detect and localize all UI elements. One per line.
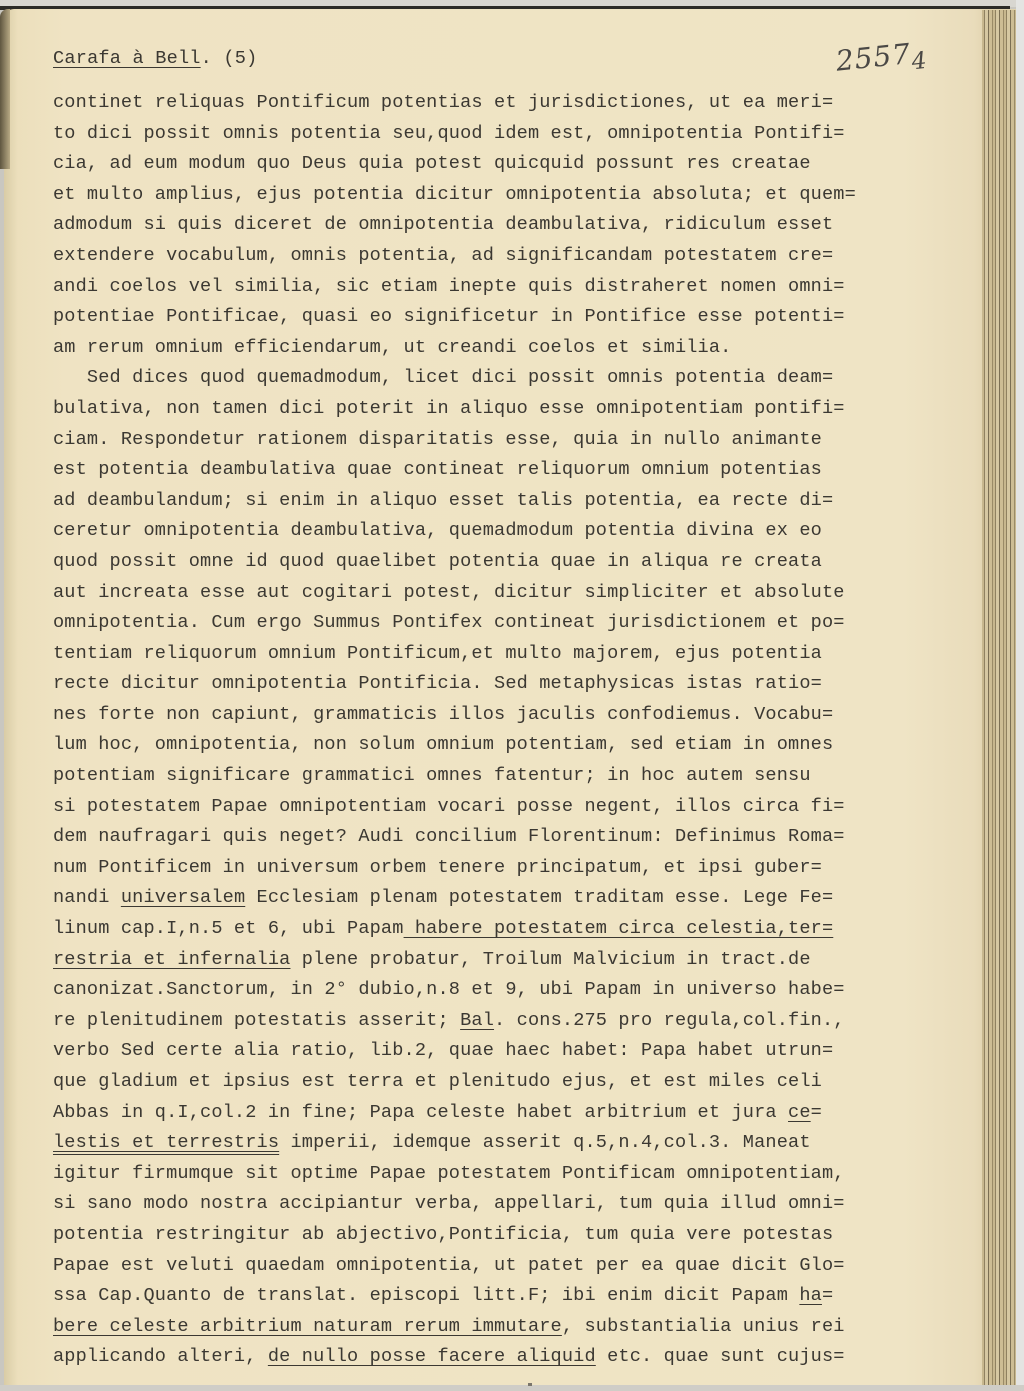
text-line <box>53 363 973 394</box>
text-segment: plene probatur, Troilum Malvicium in tract.de <box>290 948 811 970</box>
text-segment: etc. quae sunt cujus= <box>595 1346 845 1368</box>
text-line <box>53 669 973 700</box>
text-line <box>53 1281 973 1312</box>
text-segment: potentiam significare grammatici omnes fatentur; in hoc autem sensu <box>53 765 811 787</box>
text-line <box>53 1220 973 1251</box>
text-segment: = <box>810 1101 822 1123</box>
text-line <box>53 883 973 914</box>
underlined-text: de nullo posse facere aliquid <box>267 1346 596 1368</box>
text-segment: andi coelos vel similia, sic etiam inepte quis distraheret nomen omni= <box>53 275 845 297</box>
text-segment: bulativa, non tamen dici poterit in aliquo esse omnipotentiam pontifi= <box>53 397 845 419</box>
scan-bottom-border <box>0 1385 1024 1391</box>
text-line <box>53 394 973 425</box>
text-segment: ceretur omnipotentia deambulativa, quemadmodum potentia divina ex eo <box>53 520 822 542</box>
text-segment: admodum si quis diceret de omnipotentia deambulativa, ridiculum esset <box>53 214 834 236</box>
text-segment: ciam. Respondetur rationem disparitatis esse, quia in nullo animante <box>53 428 822 450</box>
document-body <box>53 88 973 1373</box>
text-line <box>53 1342 973 1373</box>
handwritten-number: 2557 <box>834 37 913 78</box>
text-segment: , substantialia unius rei <box>561 1315 845 1337</box>
text-segment: nandi <box>53 887 121 909</box>
text-line <box>53 975 973 1006</box>
text-line <box>53 547 973 578</box>
text-line <box>53 853 973 884</box>
text-segment: nes forte non capiunt, grammaticis illos jaculis confodiemus. Vocabu= <box>53 703 834 725</box>
text-line <box>53 914 973 945</box>
text-segment: est potentia deambulativa quae contineat reliquorum omnium potentias <box>53 459 822 481</box>
text-segment: ad deambulandum; si enim in aliquo esset talis potentia, ea recte di= <box>53 489 834 511</box>
text-segment: Sed dices quod quemadmodum, licet dici possit omnis potentia deam= <box>53 367 834 389</box>
underlined-text: ha <box>799 1285 822 1307</box>
text-line <box>53 272 973 303</box>
text-line <box>53 1189 973 1220</box>
text-segment: Abbas in q.I,col.2 in fine; Papa celeste habet arbitrium et jura <box>53 1101 789 1123</box>
text-line <box>53 1067 973 1098</box>
underlined-text: bere celeste arbitrium naturam rerum immutare <box>53 1315 562 1337</box>
text-line <box>53 1312 973 1343</box>
text-segment: Ecclesiam plenam potestatem traditam esse. Lege Fe= <box>245 887 834 909</box>
text-segment: linum cap.I,n.5 et 6, ubi Papam <box>53 918 404 940</box>
text-segment: quod possit omne id quod quaelibet potentia quae in aliqua re creata <box>53 550 822 572</box>
text-line <box>53 1006 973 1037</box>
text-line <box>53 1098 973 1129</box>
text-line <box>53 486 973 517</box>
text-line <box>53 149 973 180</box>
text-segment: et multo amplius, ejus potentia dicitur omnipotentia absoluta; et quem= <box>53 183 856 205</box>
text-line <box>53 1251 973 1282</box>
text-line <box>53 88 973 119</box>
text-line <box>53 1036 973 1067</box>
text-segment: si potestatem Papae omnipotentiam vocari posse negent, illos circa fi= <box>53 795 845 817</box>
text-segment: lum hoc, omnipotentia, non solum omnium potentiam, sed etiam in omnes <box>53 734 834 756</box>
header-title: Carafa à Bell <box>53 48 201 69</box>
text-segment: tentiam reliquorum omnium Pontificum,et multo majorem, ejus potentia <box>53 642 822 664</box>
header-page-number: . (5) <box>200 48 258 69</box>
text-line <box>53 945 973 976</box>
text-segment: re plenitudinem potestatis asserit; <box>53 1009 461 1031</box>
text-segment: si sano modo nostra accipiantur verba, appellari, tum quia illud omni= <box>53 1193 845 1215</box>
text-segment: canonizat.Sanctorum, in 2° dubio,n.8 et 9, ubi Papam in universo habe= <box>53 979 845 1001</box>
text-segment: potentiae Pontificae, quasi eo significetur in Pontifice esse potenti= <box>53 306 845 328</box>
underlined-text: Bal <box>460 1009 495 1031</box>
text-line <box>53 180 973 211</box>
underlined-text: habere potestatem circa celestia,ter= <box>403 918 834 940</box>
text-line <box>53 455 973 486</box>
text-line <box>53 516 973 547</box>
text-line <box>53 639 973 670</box>
text-line <box>53 425 973 456</box>
text-line <box>53 333 973 364</box>
text-line <box>53 792 973 823</box>
text-line <box>53 578 973 609</box>
text-line <box>53 700 973 731</box>
text-line <box>53 302 973 333</box>
book-page-edges <box>982 10 1018 1386</box>
text-line <box>53 608 973 639</box>
text-segment: omnipotentia. Cum ergo Summus Pontifex contineat jurisdictionem et po= <box>53 612 845 634</box>
text-segment: to dici possit omnis potentia seu,quod idem est, omnipotentia Pontifi= <box>53 122 845 144</box>
text-segment: num Pontificem in universum orbem tenere principatum, et ipsi guber= <box>53 856 822 878</box>
text-line <box>53 119 973 150</box>
underlined-text: ce <box>788 1101 811 1123</box>
page-header <box>53 48 257 69</box>
double-underlined-text: lestis et terrestris <box>53 1132 280 1154</box>
text-line <box>53 1159 973 1190</box>
underlined-text: restria et infernalia <box>53 948 291 970</box>
text-line <box>53 241 973 272</box>
handwritten-suffix: 4 <box>910 45 929 76</box>
text-segment: ssa Cap.Quanto de translat. episcopi litt.F; ibi enim dicit Papam <box>53 1285 800 1307</box>
text-segment: am rerum omnium efficiendarum, ut creandi coelos et similia. <box>53 336 732 358</box>
text-line <box>53 822 973 853</box>
text-segment: . cons.275 pro regula,col.fin., <box>494 1009 845 1031</box>
text-line <box>53 730 973 761</box>
text-segment: cia, ad eum modum quo Deus quia potest quicquid possunt res creatae <box>53 153 811 175</box>
text-segment: applicando alteri, <box>53 1346 268 1368</box>
text-line <box>53 761 973 792</box>
page-corner-shadow <box>0 9 10 169</box>
text-segment: igitur firmumque sit optime Papae potestatem Pontificam omnipotentiam, <box>53 1162 845 1184</box>
text-segment: imperii, idemque asserit q.5,n.4,col.3. Maneat <box>279 1132 811 1154</box>
text-segment: dem naufragari quis neget? Audi concilium Florentinum: Definimus Roma= <box>53 826 845 848</box>
text-segment: aut increata esse aut cogitari potest, dicitur simpliciter et absolute <box>53 581 845 603</box>
underlined-text: universalem <box>120 887 246 909</box>
text-segment: = <box>821 1285 834 1307</box>
text-segment: recte dicitur omnipotentia Pontificia. Sed metaphysicas istas ratio= <box>53 673 822 695</box>
scan-right-border <box>1016 0 1024 1391</box>
text-segment: extendere vocabulum, omnis potentia, ad significandam potestatem cre= <box>53 244 834 266</box>
text-segment: Papae est veluti quaedam omnipotentia, ut patet per ea quae dicit Glo= <box>53 1254 845 1276</box>
text-segment: verbo Sed certe alia ratio, lib.2, quae haec habet: Papa habet utrun= <box>53 1040 834 1062</box>
margin-mark <box>528 1383 532 1386</box>
text-line <box>53 1128 973 1159</box>
text-segment: potentia restringitur ab abjectivo,Pontificia, tum quia vere potestas <box>53 1223 834 1245</box>
text-segment: que gladium et ipsius est terra et plenitudo ejus, et est miles celi <box>53 1071 822 1092</box>
text-line <box>53 210 973 241</box>
text-segment: continet reliquas Pontificum potentias et jurisdictiones, ut ea meri= <box>53 92 834 113</box>
